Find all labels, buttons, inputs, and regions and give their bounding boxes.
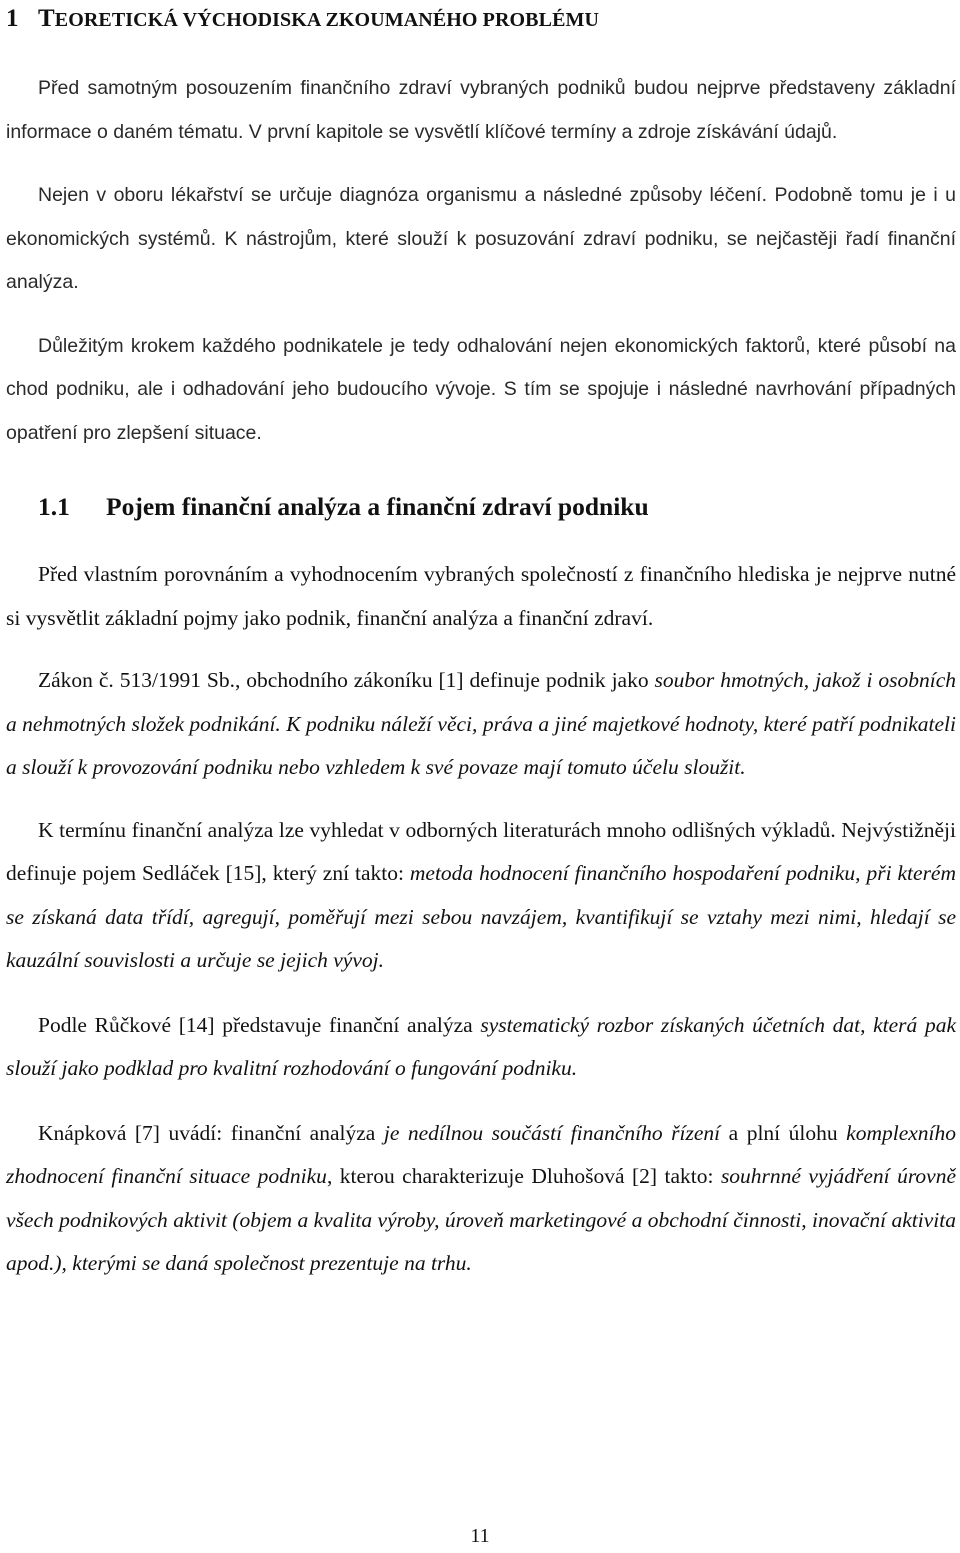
quote-run: souhrnné vyjádření úrovně všech podnikových aktivit (objem a kvalita výroby, úroveň marketingové a obchodní činnosti, inovační aktivita apod.), kterými se daná společnost prezentuje na trhu.	[6, 1164, 956, 1275]
intro-paragraph-2: Nejen v oboru lékařství se určuje diagnóza organismu a následné způsoby léčení. Podobně tomu je i u ekonomických systémů. K nástrojům, které slouží k posuzování zdraví podniku, se nejčastěji řadí finanční analýza.	[6, 184, 956, 293]
definition-intro-text: K termínu finanční analýza lze vyhledat v odborných literaturách mnoho odlišných výkladů. Nejvýstižněji definuje pojem Sedláček [15], který zní takto:	[6, 817, 956, 885]
section-title: Pojem finanční analýza a finanční zdraví podniku	[106, 492, 649, 521]
definition-quote: soubor hmotných, jakož i osobních a nehmotných složek podnikání. K podniku náleží věci, práva a jiné majetkové hodnoty, které patří podnikateli a slouží k provozování podniku nebo vzhledem k své povaze mají tomuto účelu sloužit.	[6, 668, 956, 779]
chapter-title-initial: T	[38, 5, 55, 32]
intro-paragraph-3: Důležitým krokem každého podnikatele je tedy odhalování nejen ekonomických faktorů, které působí na chod podniku, ale i odhadování jeho budoucího vývoje. S tím se spojuje i následné navrhování případných opatření pro zlepšení situace.	[6, 334, 956, 444]
definition-intro-text: Podle Růčkové [14] představuje finanční analýza	[38, 1012, 481, 1037]
section-paragraph-4	[6, 1004, 956, 1091]
definition-intro-text: Zákon č. 513/1991 Sb., obchodního zákoníku [1] definuje podnik jako	[38, 668, 655, 692]
section-heading	[6, 489, 956, 525]
page-number: 11	[470, 1525, 490, 1547]
section-paragraph-5	[6, 1112, 956, 1286]
definition-quote: metoda hodnocení finančního hospodaření podniku, při kterém se získaná data třídí, agregují, poměřují mezi sebou navzájem, kvantifikují se vztahy mezi nimi, hledají se kauzální souvislosti a určuje se jejich vývoj.	[6, 861, 956, 972]
text-run: a plní úlohu	[720, 1120, 847, 1145]
quote-run: komplexního zhodnocení finanční situace podniku	[6, 1120, 957, 1188]
intro-paragraph-1: Před samotným posouzením finančního zdraví vybraných podniků budou nejprve představeny základní informace o daném tématu. V první kapitole se vysvětlí klíčové termíny a zdroje získávání údajů.	[6, 77, 956, 143]
chapter-heading	[6, 0, 956, 37]
quote-run: je nedílnou součástí finančního řízení	[383, 1120, 721, 1145]
text-run: , kterou charakterizuje Dluhošová [2] takto:	[326, 1164, 721, 1188]
chapter-title-rest: EORETICKÁ VÝCHODISKA ZKOUMANÉHO PROBLÉMU	[54, 9, 600, 31]
section-paragraph-2	[6, 659, 956, 790]
definition-quote: systematický rozbor získaných účetních dat, která pak slouží jako podklad pro kvalitní rozhodování o fungování podniku.	[6, 1012, 956, 1080]
section-paragraph-1: Před vlastním porovnáním a vyhodnocením vybraných společností z finančního hlediska je nejprve nutné si vysvětlit základní pojmy jako podnik, finanční analýza a finanční zdraví.	[6, 562, 956, 630]
section-number: 1.1	[38, 492, 70, 521]
chapter-number: 1	[6, 5, 19, 32]
section-paragraph-3	[6, 809, 956, 983]
text-run: Knápková [7] uvádí: finanční analýza	[38, 1120, 384, 1145]
page-content	[6, 0, 956, 1286]
